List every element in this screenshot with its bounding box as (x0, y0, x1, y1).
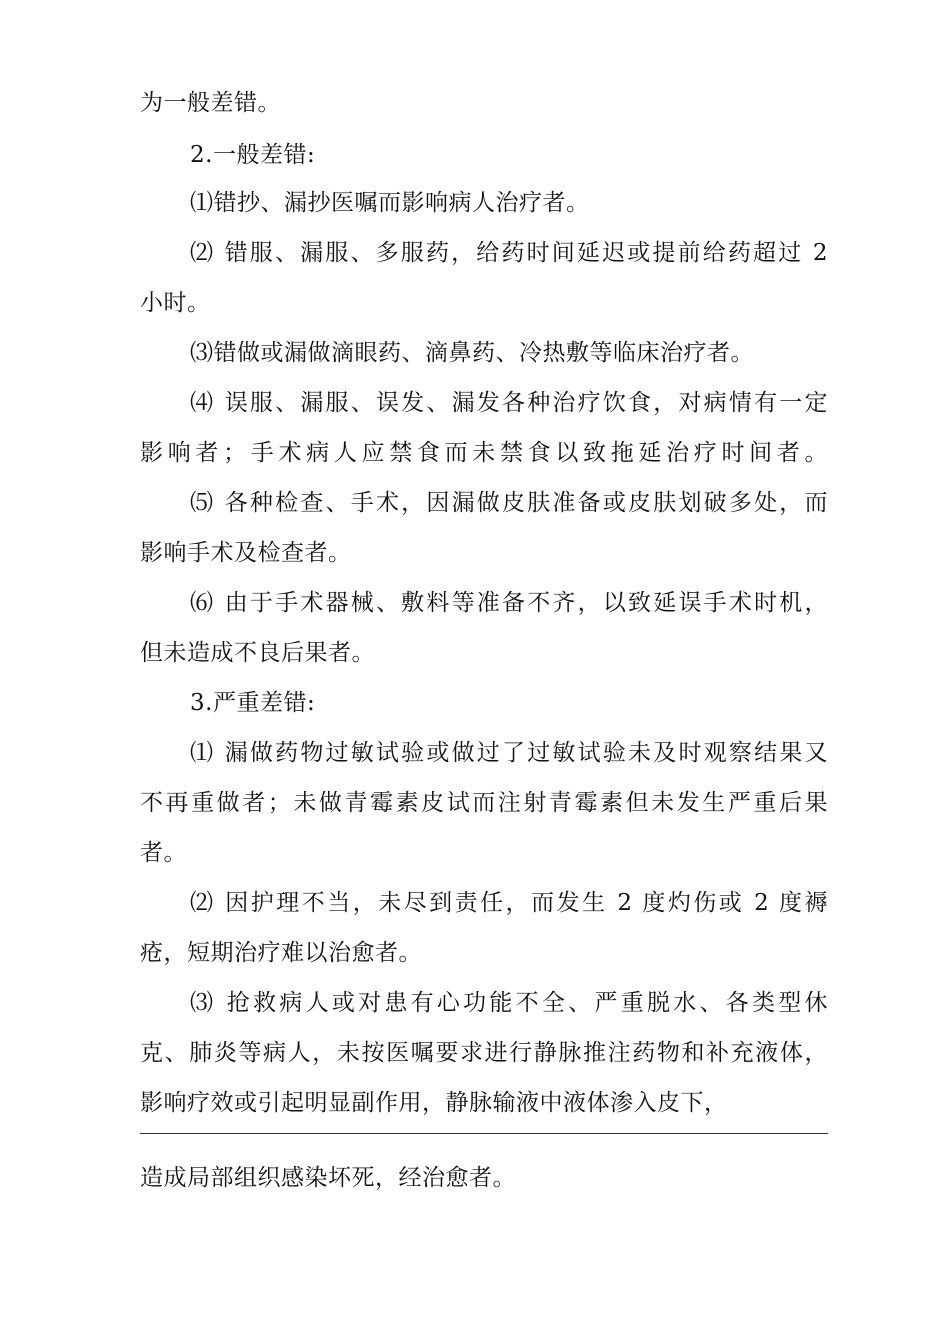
list-item: ⑷ 误服、漏服、误发、漏发各种治疗饮食，对病情有一定 (190, 390, 828, 416)
section-heading: 2.一般差错: (190, 142, 316, 168)
text-line: 不再重做者；未做青霉素皮试而注射青霉素但未发生严重后果 (140, 790, 828, 816)
list-item: ⑸ 各种检查、手术，因漏做皮肤准备或皮肤划破多处，而 (190, 490, 828, 516)
list-item: ⑵ 错服、漏服、多服药，给药时间延迟或提前给药超过 2 (190, 240, 828, 266)
list-item: ⑴错抄、漏抄医嘱而影响病人治疗者。 (190, 190, 590, 216)
section-heading: 3.严重差错: (190, 690, 316, 716)
list-item: ⑹ 由于手术器械、敷料等准备不齐，以致延误手术时机， (190, 590, 828, 616)
text-line: 为一般差错。 (140, 90, 281, 116)
text-line: 但未造成不良后果者。 (140, 640, 375, 666)
text-line: 影响手术及检查者。 (140, 540, 352, 566)
text-line: 造成局部组织感染坏死，经治愈者。 (140, 1165, 516, 1191)
text-line: 者。 (140, 840, 187, 866)
text-line: 疮，短期治疗难以治愈者。 (140, 940, 422, 966)
text-line: 影响者；手术病人应禁食而未禁食以致拖延治疗时间者。 (140, 440, 828, 466)
page-divider (140, 1133, 828, 1134)
list-item: ⑵ 因护理不当，未尽到责任，而发生 2 度灼伤或 2 度褥 (190, 890, 828, 916)
text-line: 影响疗效或引起明显副作用，静脉输液中液体渗入皮下， (140, 1090, 728, 1116)
list-item: ⑶错做或漏做滴眼药、滴鼻药、冷热敷等临床治疗者。 (190, 340, 754, 366)
list-item: ⑴ 漏做药物过敏试验或做过了过敏试验未及时观察结果又 (190, 740, 828, 766)
text-line: 克、肺炎等病人，未按医嘱要求进行静脉推注药物和补充液体， (140, 1040, 828, 1066)
list-item: ⑶ 抢救病人或对患有心功能不全、严重脱水、各类型休 (190, 990, 828, 1016)
text-line: 小时。 (140, 290, 211, 316)
